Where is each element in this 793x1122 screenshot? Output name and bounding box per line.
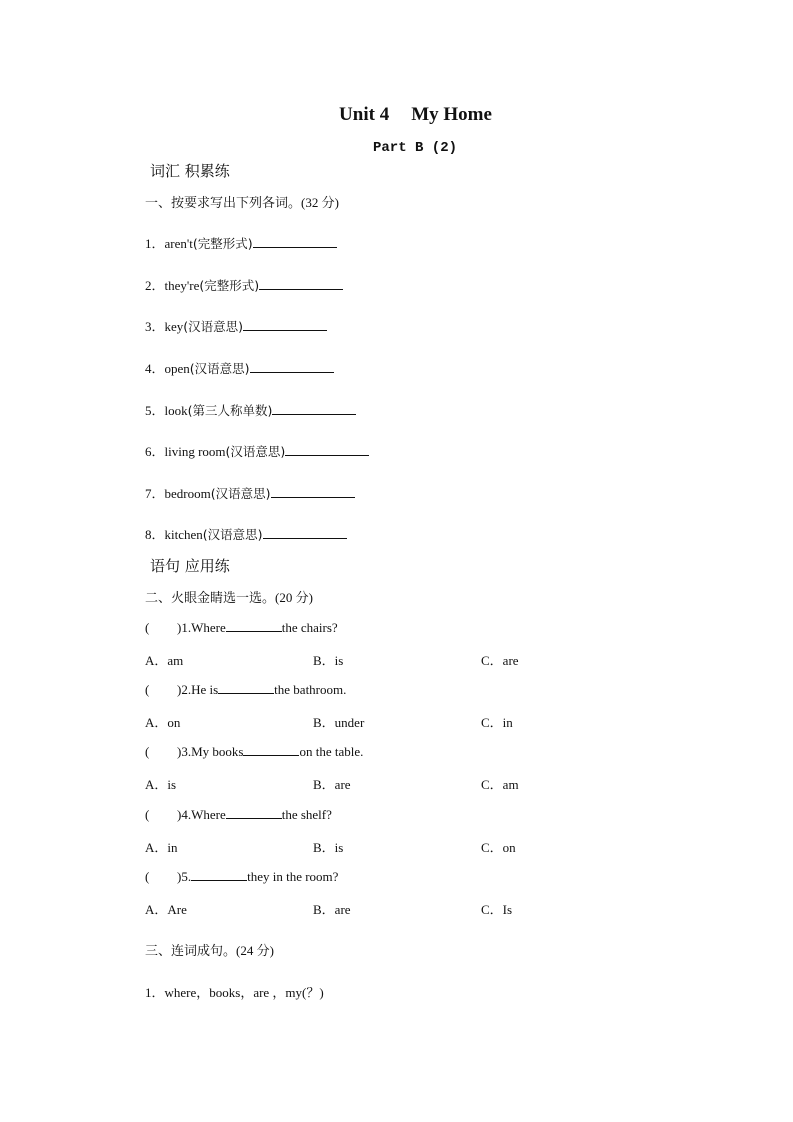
- item-num: 1．: [145, 236, 165, 251]
- item-word: key: [164, 319, 184, 334]
- option-c[interactable]: C．Is: [481, 902, 513, 917]
- question-tail: they in the room?: [247, 869, 339, 884]
- part1-heading-text: 一、按要求写出下列各词。: [145, 196, 302, 211]
- vocab-item: [145, 275, 343, 294]
- answer-paren[interactable]: (: [145, 682, 150, 697]
- option-a[interactable]: A．is: [145, 777, 177, 792]
- item-hint: (完整形式): [192, 236, 253, 251]
- item-word: aren't: [164, 236, 193, 251]
- vocab-item: [145, 441, 369, 460]
- option-c[interactable]: C．are: [481, 653, 519, 668]
- option-b[interactable]: B．is: [313, 653, 344, 668]
- page-subtitle: Part B (2): [373, 140, 458, 156]
- question-blank: [191, 868, 247, 881]
- question-blank: [226, 619, 282, 632]
- answer-blank[interactable]: [271, 485, 355, 498]
- section-vocabulary: 词汇 积累练: [150, 162, 230, 180]
- vocab-item: [145, 316, 327, 335]
- choice-question: [145, 743, 363, 760]
- item-word: they're: [164, 278, 200, 293]
- question-stem: )2.He is: [177, 682, 219, 697]
- item-word: kitchen: [164, 527, 203, 542]
- choice-question: [145, 806, 332, 823]
- option-b[interactable]: B．under: [313, 715, 365, 730]
- part3-heading-text: 三、连词成句。: [145, 944, 237, 959]
- question-tail: on the table.: [299, 744, 364, 759]
- item-num: 4．: [145, 361, 165, 376]
- vocab-item: [145, 400, 356, 419]
- question-blank: [218, 681, 274, 694]
- answer-blank[interactable]: [259, 277, 343, 290]
- option-a[interactable]: A．am: [145, 653, 184, 668]
- vocab-item: [145, 483, 355, 502]
- answer-paren[interactable]: (: [145, 620, 150, 635]
- page-title: [0, 104, 793, 126]
- item-num: 5．: [145, 403, 165, 418]
- option-c[interactable]: C．in: [481, 715, 513, 730]
- question-tail: the chairs?: [281, 620, 338, 635]
- question-blank: [243, 743, 299, 756]
- question-stem: )4.Where: [177, 807, 226, 822]
- answer-paren[interactable]: (: [145, 807, 150, 822]
- item-hint: (汉语意思): [225, 444, 286, 459]
- choice-question: [145, 681, 346, 698]
- question-tail: the shelf?: [281, 807, 332, 822]
- vocab-item: [145, 524, 347, 543]
- part1-points: (32 分): [301, 195, 339, 210]
- part1-heading: [145, 192, 339, 211]
- answer-blank[interactable]: [250, 360, 334, 373]
- part3-points: (24 分): [236, 943, 274, 958]
- item-hint: (汉语意思): [183, 319, 244, 334]
- item-num: 3．: [145, 319, 165, 334]
- item-hint: (第三人称单数): [187, 403, 273, 418]
- item-num: 8．: [145, 527, 165, 542]
- item-word: open: [164, 361, 190, 376]
- sentence-item: 1．where，books，are ，my(？): [145, 985, 324, 1000]
- item-word: bedroom: [164, 486, 211, 501]
- item-num: 6．: [145, 444, 165, 459]
- option-a[interactable]: A．Are: [145, 902, 187, 917]
- question-stem: )3.My books: [177, 744, 244, 759]
- item-hint: (汉语意思): [189, 361, 250, 376]
- item-hint: (完整形式): [199, 278, 260, 293]
- item-hint: (汉语意思): [202, 527, 263, 542]
- option-c[interactable]: C．am: [481, 777, 519, 792]
- option-c[interactable]: C．on: [481, 840, 516, 855]
- part2-heading-text: 二、火眼金睛选一选。: [145, 591, 276, 606]
- item-num: 7．: [145, 486, 165, 501]
- section-sentences: 语句 应用练: [150, 557, 230, 575]
- part2-heading: [145, 587, 313, 606]
- question-blank: [226, 806, 282, 819]
- item-num: 2．: [145, 278, 165, 293]
- option-a[interactable]: A．on: [145, 715, 181, 730]
- choice-question: [145, 868, 338, 885]
- vocab-item: [145, 358, 334, 377]
- answer-blank[interactable]: [263, 526, 347, 539]
- item-word: look: [164, 403, 188, 418]
- answer-blank[interactable]: [243, 318, 327, 331]
- option-a[interactable]: A．in: [145, 840, 178, 855]
- choice-question: [145, 619, 338, 636]
- question-stem: )1.Where: [177, 620, 226, 635]
- answer-blank[interactable]: [272, 402, 356, 415]
- answer-blank[interactable]: [253, 235, 337, 248]
- item-word: living room: [164, 444, 226, 459]
- part3-heading: [145, 940, 274, 959]
- answer-paren[interactable]: (: [145, 744, 150, 759]
- question-tail: the bathroom.: [274, 682, 347, 697]
- item-hint: (汉语意思): [210, 486, 271, 501]
- part2-points: (20 分): [275, 590, 313, 605]
- option-b[interactable]: B．is: [313, 840, 344, 855]
- option-b[interactable]: B．are: [313, 902, 351, 917]
- vocab-item: [145, 233, 337, 252]
- title-unit: Unit 4: [339, 104, 390, 125]
- option-b[interactable]: B．are: [313, 777, 351, 792]
- answer-blank[interactable]: [285, 443, 369, 456]
- title-name: My Home: [411, 104, 492, 125]
- answer-paren[interactable]: (: [145, 869, 150, 884]
- question-stem: )5.: [177, 869, 192, 884]
